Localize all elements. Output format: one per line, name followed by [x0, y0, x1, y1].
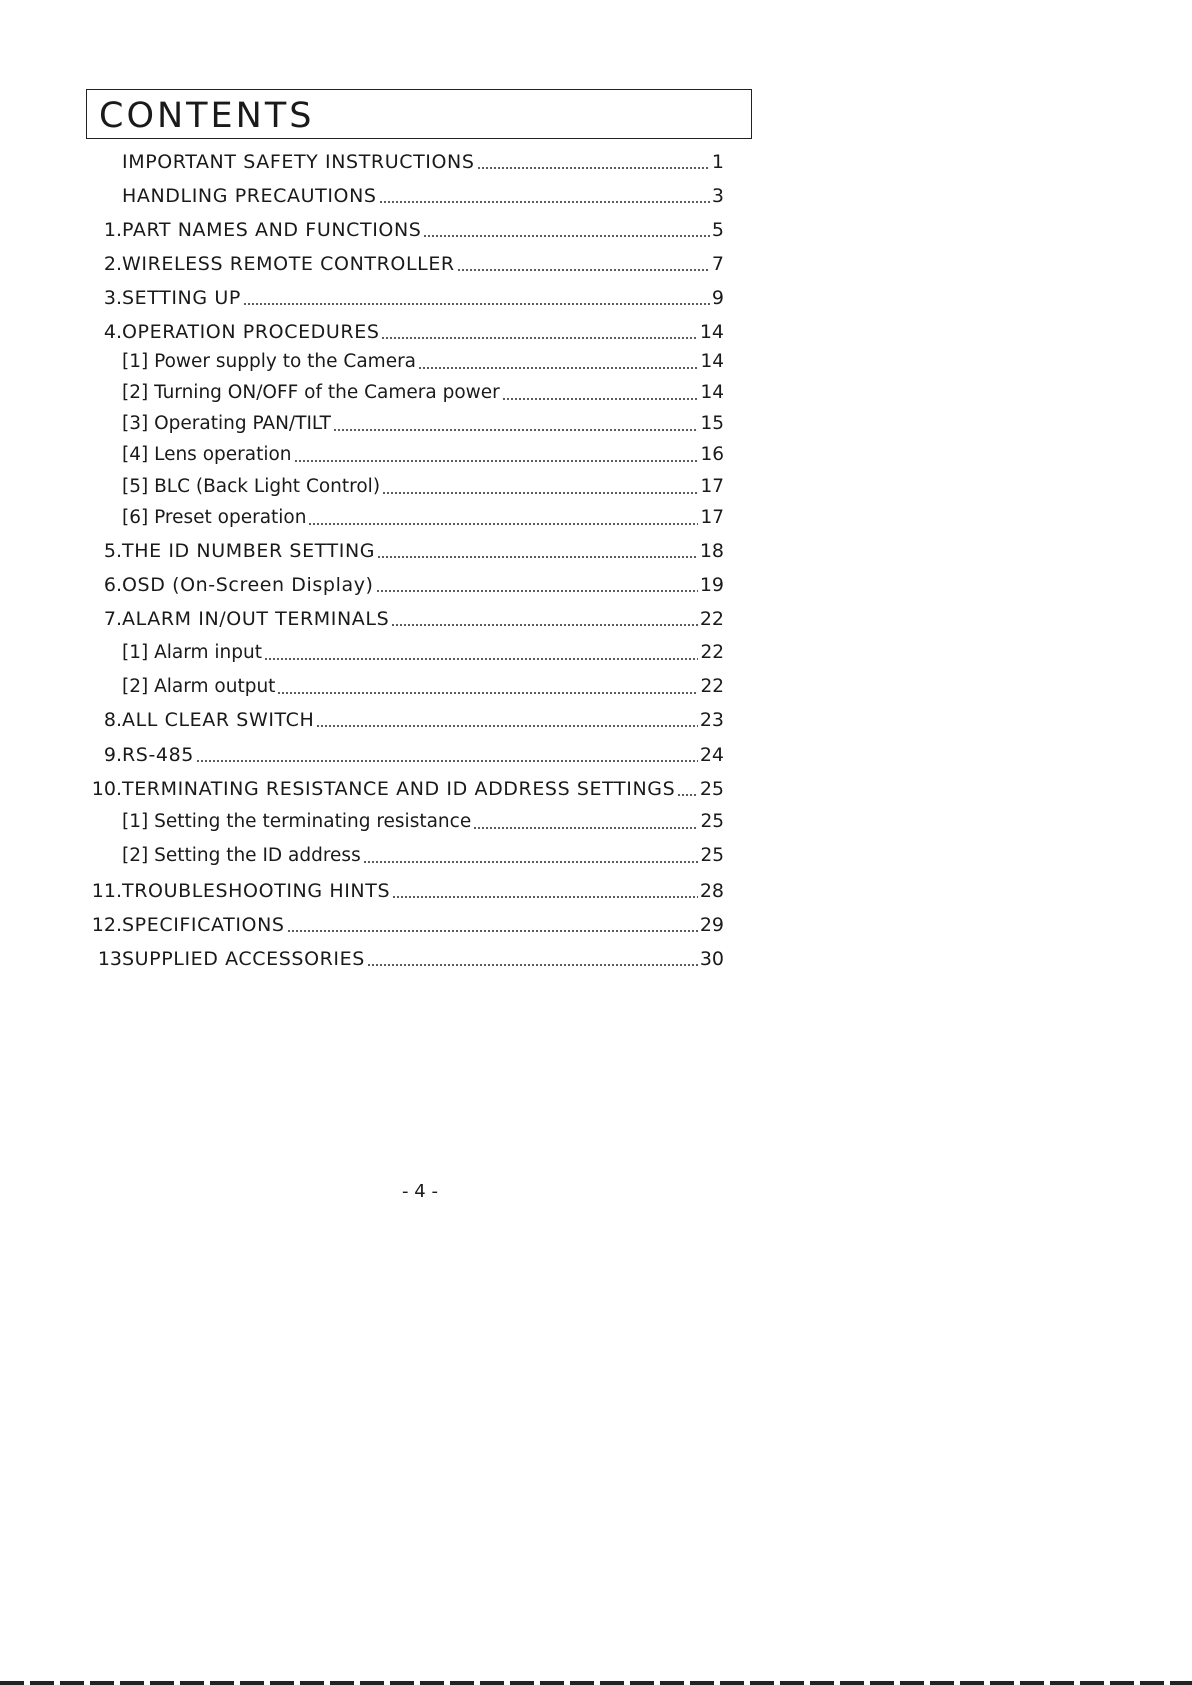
toc-entry[interactable]	[86, 183, 724, 209]
toc-entry-label: TERMINATING RESISTANCE AND ID ADDRESS SETTINGS	[122, 778, 676, 800]
toc-dot-leader	[418, 367, 698, 369]
toc-entry-page: 18	[699, 540, 724, 562]
toc-entry-page: 28	[699, 880, 724, 902]
toc-entry-page: 25	[700, 845, 724, 866]
toc-entry-page: 29	[699, 914, 724, 936]
toc-entry[interactable]	[86, 285, 724, 311]
toc-entry-number: 1.	[103, 219, 122, 241]
toc-entry-label: HANDLING PRECAUTIONS	[122, 185, 377, 207]
toc-dot-leader	[277, 692, 698, 694]
toc-entry-label: [6] Preset operation	[122, 507, 307, 528]
toc-entry-page: 9	[711, 287, 724, 309]
toc-entry[interactable]	[86, 946, 724, 972]
toc-dot-leader	[376, 590, 698, 592]
toc-entry[interactable]	[86, 538, 724, 564]
toc-dot-leader	[502, 398, 699, 400]
toc-entry-page: 17	[700, 507, 724, 528]
toc-subentry[interactable]	[86, 349, 724, 375]
toc-entry-label: SETTING UP	[122, 287, 241, 309]
toc-entry-number: 6.	[103, 574, 122, 596]
toc-entry-page: 22	[700, 642, 724, 663]
toc-entry-label: WIRELESS REMOTE CONTROLLER	[122, 253, 455, 275]
toc-entry-page: 25	[700, 811, 724, 832]
toc-entry-page: 1	[711, 151, 724, 173]
toc-entry-number: 8.	[103, 709, 122, 731]
toc-dot-leader	[363, 861, 699, 863]
toc-entry-label: OPERATION PROCEDURES	[122, 321, 380, 343]
toc-entry-number: 10.	[91, 778, 122, 800]
toc-entry-page: 14	[699, 321, 724, 343]
toc-subentry[interactable]	[86, 442, 724, 468]
toc-entry-label: ALL CLEAR SWITCH	[122, 709, 315, 731]
toc-entry-page: 30	[699, 948, 724, 970]
toc-entry-page: 22	[699, 608, 724, 630]
toc-dot-leader	[196, 760, 698, 762]
toc-entry-label: [5] BLC (Back Light Control)	[122, 476, 381, 497]
toc-dot-leader	[367, 964, 698, 966]
toc-entry-label: [2] Setting the ID address	[122, 845, 361, 866]
toc-subentry[interactable]	[86, 380, 724, 406]
toc-entry[interactable]	[86, 707, 724, 733]
toc-entry-label: PART NAMES AND FUNCTIONS	[122, 219, 422, 241]
toc-entry-page: 19	[699, 574, 724, 596]
page-number: - 4 -	[402, 1181, 438, 1202]
toc-subentry[interactable]	[86, 674, 724, 700]
toc-dot-leader	[243, 303, 710, 305]
toc-entry-label: SUPPLIED ACCESSORIES	[122, 948, 365, 970]
toc-entry[interactable]	[86, 878, 724, 904]
page-bottom-edge	[0, 1681, 1192, 1685]
toc-dot-leader	[379, 201, 710, 203]
toc-entry-label: [2] Alarm output	[122, 676, 276, 697]
toc-entry-page: 15	[700, 413, 724, 434]
toc-dot-leader	[377, 556, 698, 558]
toc-dot-leader	[423, 235, 709, 237]
toc-dot-leader	[308, 523, 698, 525]
toc-entry-page: 22	[700, 676, 724, 697]
toc-entry[interactable]	[86, 572, 724, 598]
toc-dot-leader	[333, 429, 698, 431]
toc-entry-number: 7.	[103, 608, 122, 630]
toc-entry-label: TROUBLESHOOTING HINTS	[122, 880, 391, 902]
toc-entry[interactable]	[86, 149, 724, 175]
toc-entry-number: 3.	[103, 287, 122, 309]
toc-dot-leader	[264, 658, 698, 660]
toc-entry[interactable]	[86, 912, 724, 938]
toc-entry-label: [1] Power supply to the Camera	[122, 351, 417, 372]
toc-entry-label: [1] Setting the terminating resistance	[122, 811, 472, 832]
toc-subentry[interactable]	[86, 809, 724, 835]
toc-dot-leader	[392, 896, 698, 898]
toc-entry-number: 11.	[91, 880, 122, 902]
toc-entry-label: OSD (On-Screen Display)	[122, 574, 374, 596]
toc-dot-leader	[287, 930, 698, 932]
toc-entry[interactable]	[86, 606, 724, 632]
toc-entry-number: 4.	[103, 321, 122, 343]
toc-entry-label: [4] Lens operation	[122, 444, 292, 465]
toc-entry-number: 9.	[103, 744, 122, 766]
toc-dot-leader	[294, 460, 699, 462]
toc-subentry[interactable]	[86, 640, 724, 666]
toc-entry[interactable]	[86, 217, 724, 243]
toc-entry-label: ALARM IN/OUT TERMINALS	[122, 608, 390, 630]
contents-title-box	[86, 89, 752, 139]
toc-entry-number: 13	[97, 948, 122, 970]
toc-entry-number: 5.	[103, 540, 122, 562]
toc-dot-leader	[316, 725, 697, 727]
toc-entry-page: 14	[700, 351, 724, 372]
toc-entry-page: 3	[711, 185, 724, 207]
toc-subentry[interactable]	[86, 505, 724, 531]
toc-dot-leader	[381, 337, 697, 339]
toc-dot-leader	[473, 827, 698, 829]
toc-subentry[interactable]	[86, 843, 724, 869]
toc-dot-leader	[477, 167, 710, 169]
toc-entry[interactable]	[86, 776, 724, 802]
toc-entry-page: 25	[699, 778, 724, 800]
toc-entry-label: [2] Turning ON/OFF of the Camera power	[122, 382, 500, 403]
toc-entry-page: 5	[711, 219, 724, 241]
toc-subentry[interactable]	[86, 474, 724, 500]
toc-entry-label: IMPORTANT SAFETY INSTRUCTIONS	[122, 151, 475, 173]
toc-dot-leader	[382, 492, 698, 494]
toc-subentry[interactable]	[86, 411, 724, 437]
toc-entry[interactable]	[86, 251, 724, 277]
toc-entry-page: 14	[700, 382, 724, 403]
toc-entry[interactable]	[86, 319, 724, 345]
toc-entry-page: 16	[700, 444, 724, 465]
toc-entry[interactable]	[86, 742, 724, 768]
toc-entry-label: [1] Alarm input	[122, 642, 262, 663]
toc-dot-leader	[457, 269, 710, 271]
toc-entry-page: 23	[699, 709, 724, 731]
page-title: CONTENTS	[99, 96, 315, 136]
toc-entry-label: RS-485	[122, 744, 194, 766]
toc-entry-label: SPECIFICATIONS	[122, 914, 285, 936]
toc-entry-page: 7	[711, 253, 724, 275]
toc-entry-label: THE ID NUMBER SETTING	[122, 540, 376, 562]
toc-dot-leader	[391, 624, 698, 626]
toc-entry-page: 17	[700, 476, 724, 497]
toc-entry-number: 2.	[103, 253, 122, 275]
toc-dot-leader	[677, 794, 698, 796]
toc-entry-label: [3] Operating PAN/TILT	[122, 413, 331, 434]
toc-entry-page: 24	[699, 744, 724, 766]
toc-entry-number: 12.	[91, 914, 122, 936]
